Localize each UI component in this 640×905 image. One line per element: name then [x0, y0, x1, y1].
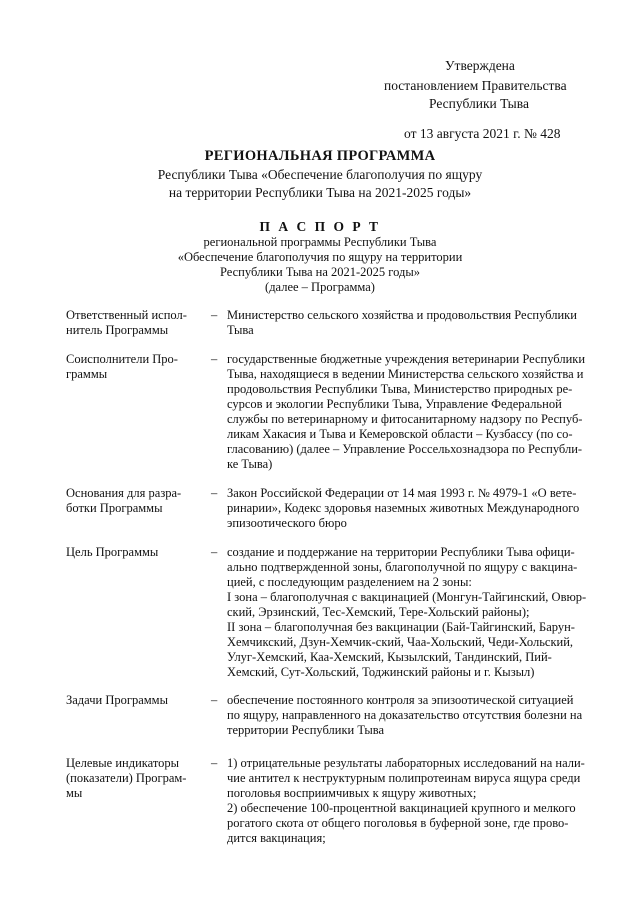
- passport-heading: П А С П О Р Т: [259, 219, 381, 234]
- row-label: Основания для разра- ботки Программы: [66, 486, 182, 515]
- approval-line-2: постановлением Правительства: [384, 78, 567, 93]
- row-dash: –: [211, 486, 218, 500]
- row-label: Соисполнители Про- граммы: [66, 352, 178, 381]
- row-label: Ответственный испол- нитель Программы: [66, 308, 187, 337]
- row-value: государственные бюджетные учреждения ветеринарии Республики Тыва, находящиеся в ведении Министерства сельского хозяйства и продовольствия Республики Тыва, Министерство природных ре- сурсов и экологии Республики Тыва, Управление Федеральной службы по ветеринарному и фитосанитарному надзору по Респуб- ликам Хакасия и Тыва и Кемеровской области – Кузбассу (по со- гласованию) (далее – Управление Россельхознадзора по Республи- ке Тыва): [227, 352, 586, 471]
- row-value: 1) отрицательные результаты лабораторных исследований на нали- чие антител к неструктурным полипротеинам вируса ящура среди поголовья восприимчивых к ящуру животных; 2) обеспечение 100-процентной вакцинацией крупного и мелкого рогатого скота от общего поголовья в буферной зоне, где прово- дится вакцинация;: [227, 756, 585, 845]
- passport-line-2: «Обеспечение благополучия по ящуру на территории: [177, 250, 463, 264]
- program-heading: РЕГИОНАЛЬНАЯ ПРОГРАММА: [204, 148, 436, 164]
- program-subtitle-1: Республики Тыва «Обеспечение благополучия по ящуру: [157, 167, 483, 182]
- approval-line-3: Республики Тыва: [429, 96, 529, 111]
- row-value: Закон Российской Федерации от 14 мая 1993 г. № 4979-1 «О вете- ринарии», Кодекс здоровья наземных животных Международного эпизоотического бюро: [227, 486, 580, 530]
- row-dash: –: [211, 756, 218, 770]
- approval-date: от 13 августа 2021 г. № 428: [404, 126, 561, 141]
- row-dash: –: [211, 545, 218, 559]
- approval-line-1: Утверждена: [445, 58, 515, 73]
- row-dash: –: [211, 308, 218, 322]
- row-dash: –: [211, 352, 218, 366]
- program-subtitle-2: на территории Республики Тыва на 2021-2025 годы»: [168, 185, 472, 200]
- passport-line-1: региональной программы Республики Тыва: [203, 235, 437, 249]
- row-value: создание и поддержание на территории Республики Тыва офици- ально подтвержденной зоны, благополучной по ящуру с вакцина- цией, с последующим разделением на 2 зоны: I зона – благополучная с вакцинацией (Монгун-Тайгинский, Овюр- ский, Эрзинский, Тес-Хемский, Тере-Хольский районы); II зона – благополучная без вакцинации (Бай-Тайгинский, Барун- Хемчикский, Дзун-Хемчик-ский, Чаа-Хольский, Чеди-Хольский, Улуг-Хемский, Каа-Хемский, Кызылский, Тандинский, Пий- Хемский, Сут-Хольский, Тоджинский районы и г. Кызыл): [227, 545, 587, 679]
- passport-line-4: (далее – Программа): [265, 280, 375, 294]
- passport-line-3: Республики Тыва на 2021-2025 годы»: [219, 265, 421, 279]
- row-value: обеспечение постоянного контроля за эпизоотической ситуацией по ящуру, направленного на доказательство отсутствия болезни на территории Республики Тыва: [227, 693, 583, 737]
- row-label: Задачи Программы: [66, 693, 168, 707]
- row-label: Цель Программы: [66, 545, 159, 559]
- row-value: Министерство сельского хозяйства и продовольствия Республики Тыва: [227, 308, 577, 337]
- row-label: Целевые индикаторы (показатели) Програм- мы: [66, 756, 187, 800]
- row-dash: –: [211, 693, 218, 707]
